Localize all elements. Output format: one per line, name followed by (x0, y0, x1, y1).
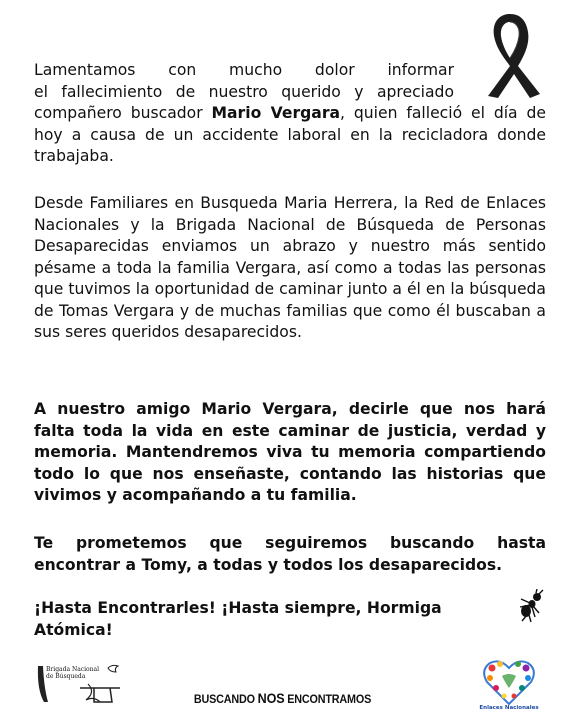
brigada-logo-text: Brigada Nacional de Búsqueda (46, 666, 100, 680)
footer-slogan (28, 690, 537, 706)
enlaces-logo-text: Enlaces Nacionales (479, 705, 539, 711)
closing-line: ¡Hasta Encontrarles! ¡Hasta siempre, Hormiga Atómica! (34, 599, 442, 639)
enlaces-logo (476, 658, 542, 714)
paragraph1-line2: el fallecimiento de nuestro querido y apreciado (34, 82, 454, 101)
deceased-name: Mario Vergara (211, 104, 341, 122)
paragraph3: A nuestro amigo Mario Vergara, decirle que nos hará falta toda la vida en este caminar de justicia, verdad y memoria. Mantendremos viva tu memoria compartiendo todo lo que nos enseñaste, contando las historias que vivimos y acompañando a tu familia. (34, 400, 546, 504)
slogan-prefix: BUSCANDO (193, 692, 258, 706)
paragraph1-line1: Lamentamos con mucho dolor informar (34, 61, 454, 79)
slogan-emphasis: NOS (257, 690, 285, 706)
paragraph2: Desde Familiares en Busqueda Maria Herrera, la Red de Enlaces Nacionales y la Brigada Nacional de Búsqueda de Personas Desaparecidas enviamos un abrazo y nuestro más sentido pésame a toda la familia Vergara, así como a todas las personas que tuvimos la oportunidad de caminar junto a él en la búsqueda de Tomas Vergara y de muchas familias que como él buscaban a sus seres queridos desaparecidos. (34, 194, 546, 341)
paragraph1-text-before: compañero buscador (34, 104, 212, 122)
slogan-suffix: ENCONTRAMOS (284, 692, 372, 706)
paragraph4: Te prometemos que seguiremos buscando hasta encontrar a Tomy, a todas y todos los desaparecidos. (34, 534, 546, 574)
heart-flowers-logo-icon (482, 658, 536, 706)
ant-icon (515, 589, 549, 623)
mourning-ribbon-icon (470, 8, 550, 100)
paragraph1-rest (34, 103, 546, 168)
paragraph1-text-after: , quien falleció el día de hoy a causa de un accidente laboral en la recicladora donde trabajaba. (34, 104, 546, 165)
